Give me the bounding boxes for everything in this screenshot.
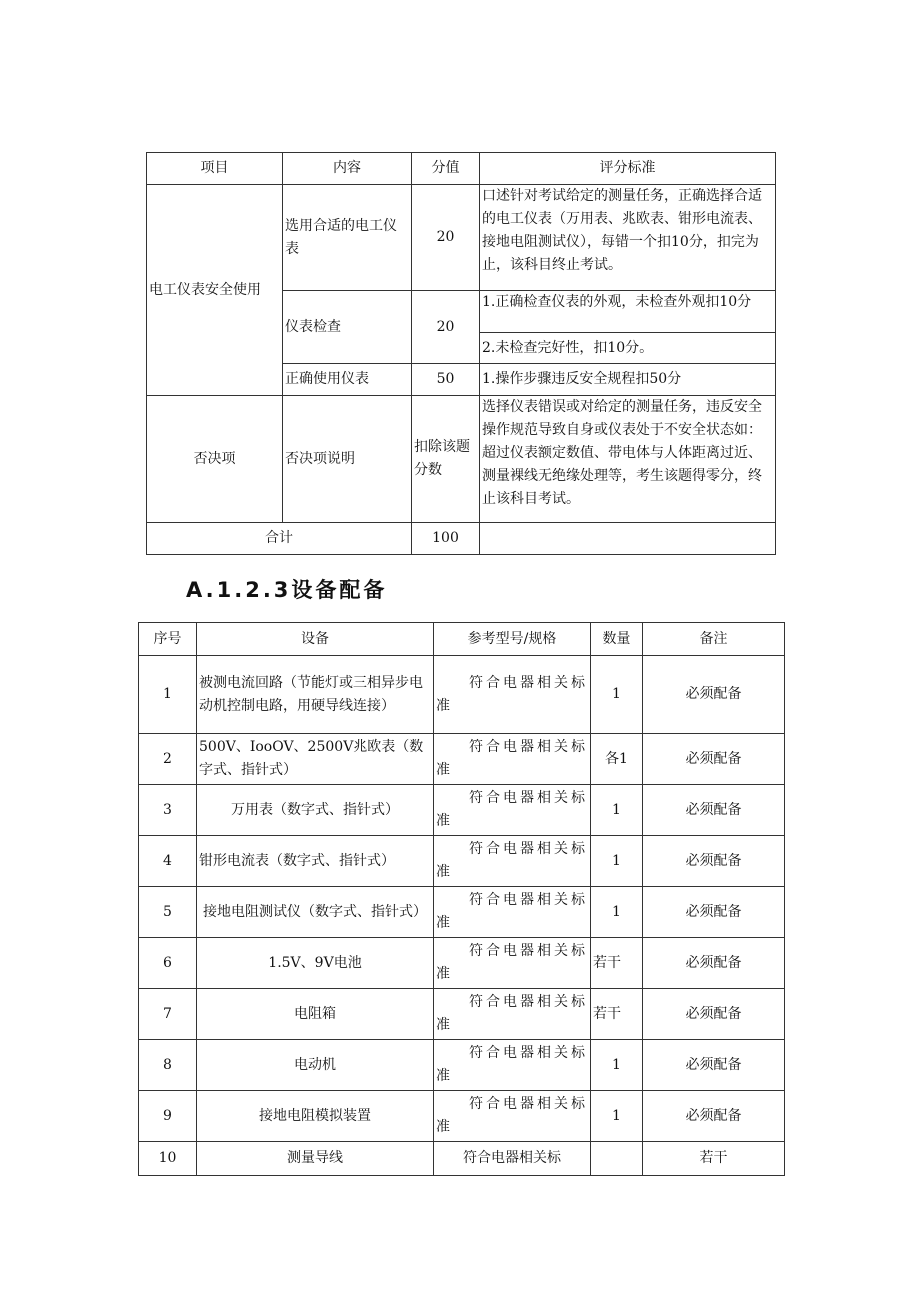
row-qty: 若干 <box>591 938 643 989</box>
row-note: 必须配备 <box>643 938 785 989</box>
row-device: 万用表（数字式、指针式） <box>197 785 434 836</box>
row-device: 测量导线 <box>197 1142 434 1176</box>
table-row <box>139 1142 785 1176</box>
row-spec-line1: 符合电器相关标 <box>469 739 588 755</box>
row-no: 9 <box>139 1091 197 1142</box>
row-criteria: 1.正确检查仪表的外观，未检查外观扣10分 <box>480 291 776 333</box>
row-spec-line2: 准 <box>436 697 450 714</box>
header-score: 分值 <box>412 153 480 185</box>
row-no: 4 <box>139 836 197 887</box>
table-row <box>139 785 785 836</box>
row-note: 必须配备 <box>643 887 785 938</box>
row-spec <box>434 938 591 989</box>
total-row <box>147 523 776 555</box>
table-row <box>139 836 785 887</box>
veto-group-name: 否决项 <box>147 396 283 523</box>
row-device: 电阻箱 <box>197 989 434 1040</box>
table-row <box>139 887 785 938</box>
total-criteria <box>480 523 776 555</box>
row-spec-line1: 符合电器相关标 <box>469 674 588 691</box>
row-qty: 若干 <box>591 989 643 1040</box>
row-qty: 1 <box>591 887 643 938</box>
row-spec-line2: 准 <box>436 1017 450 1033</box>
header-content: 内容 <box>283 153 412 185</box>
scoring-header-row <box>147 153 776 185</box>
row-qty: 各1 <box>591 734 643 785</box>
row-spec-line1: 符合电器相关标 <box>469 994 588 1010</box>
header-no: 序号 <box>139 623 197 656</box>
row-spec-line1: 符合电器相关标 <box>469 790 588 806</box>
row-content: 正确使用仪表 <box>283 364 412 396</box>
veto-criteria: 选择仪表错误或对给定的测量任务，违反安全操作规范导致自身或仪表处于不安全状态如：超过仪表额定数值、带电体与人体距离过近、测量裸线无绝缘处理等，考生该题得零分，终止该科目考试。 <box>480 396 776 523</box>
row-no: 3 <box>139 785 197 836</box>
row-spec <box>434 836 591 887</box>
equipment-header-row <box>139 623 785 656</box>
row-score: 20 <box>412 185 480 291</box>
row-device: 1.5V、9V电池 <box>197 938 434 989</box>
header-item: 项目 <box>147 153 283 185</box>
row-spec-line1: 符合电器相关标 <box>469 892 588 908</box>
row-spec-line1: 符合电器相关标 <box>469 1045 588 1061</box>
header-qty: 数量 <box>591 623 643 656</box>
row-spec <box>434 989 591 1040</box>
row-device: 钳形电流表（数字式、指针式） <box>197 836 434 887</box>
table-row <box>139 656 785 734</box>
row-spec-line1: 符合电器相关标 <box>469 943 588 959</box>
row-device: 500V、IooOV、2500V兆欧表（数字式、指针式） <box>197 734 434 785</box>
row-no: 8 <box>139 1040 197 1091</box>
row-no: 2 <box>139 734 197 785</box>
veto-score: 扣除该题分数 <box>412 396 480 523</box>
row-spec-line2: 准 <box>436 762 450 778</box>
row-spec <box>434 785 591 836</box>
row-device: 接地电阻模拟装置 <box>197 1091 434 1142</box>
row-note: 必须配备 <box>643 1091 785 1142</box>
header-device: 设备 <box>197 623 434 656</box>
row-criteria: 2.未检查完好性，扣10分。 <box>480 333 776 364</box>
row-device: 接地电阻测试仪（数字式、指针式） <box>197 887 434 938</box>
row-criteria: 1.操作步骤违反安全规程扣50分 <box>480 364 776 396</box>
row-spec-line1: 符合电器相关标 <box>469 841 588 857</box>
row-note: 必须配备 <box>643 785 785 836</box>
group-name: 电工仪表安全使用 <box>147 185 283 396</box>
row-note: 必须配备 <box>643 656 785 734</box>
row-spec-line2: 准 <box>436 1068 450 1084</box>
row-qty: 1 <box>591 836 643 887</box>
row-note: 必须配备 <box>643 989 785 1040</box>
row-no: 10 <box>139 1142 197 1176</box>
row-note: 必须配备 <box>643 836 785 887</box>
table-row <box>139 1040 785 1091</box>
row-spec-line1: 符合电器相关标 <box>469 1096 588 1112</box>
row-no: 6 <box>139 938 197 989</box>
table-row <box>139 734 785 785</box>
row-qty: 1 <box>591 1091 643 1142</box>
row-content: 选用合适的电工仪表 <box>283 185 412 291</box>
table-row <box>139 989 785 1040</box>
header-criteria: 评分标准 <box>480 153 776 185</box>
row-no: 1 <box>139 656 197 734</box>
row-spec-line2: 准 <box>436 813 450 829</box>
row-spec <box>434 734 591 785</box>
row-note: 若干 <box>643 1142 785 1176</box>
row-device: 电动机 <box>197 1040 434 1091</box>
row-spec <box>434 887 591 938</box>
row-spec <box>434 656 591 734</box>
total-score: 100 <box>412 523 480 555</box>
total-label: 合计 <box>147 523 412 555</box>
veto-content: 否决项说明 <box>283 396 412 523</box>
table-row <box>147 396 776 523</box>
table-row <box>139 1091 785 1142</box>
row-content: 仪表检查 <box>283 291 412 364</box>
equipment-table <box>138 622 785 1176</box>
row-criteria: 口述针对考试给定的测量任务，正确选择合适的电工仪表（万用表、兆欧表、钳形电流表、接地电阻测试仪），每错一个扣10分，扣完为止，该科目终止考试。 <box>480 185 776 291</box>
row-qty: 1 <box>591 1040 643 1091</box>
row-qty: 1 <box>591 656 643 734</box>
row-note: 必须配备 <box>643 1040 785 1091</box>
scoring-table <box>146 152 776 555</box>
row-spec <box>434 1040 591 1091</box>
row-score: 20 <box>412 291 480 364</box>
header-spec: 参考型号/规格 <box>434 623 591 656</box>
row-spec-line2: 准 <box>436 966 450 982</box>
row-no: 5 <box>139 887 197 938</box>
row-score: 50 <box>412 364 480 396</box>
row-spec <box>434 1091 591 1142</box>
row-spec-line2: 准 <box>436 864 450 880</box>
row-no: 7 <box>139 989 197 1040</box>
section-heading: A.1.2.3设备配备 <box>186 578 388 602</box>
row-spec-line2: 准 <box>436 1119 450 1135</box>
row-note: 必须配备 <box>643 734 785 785</box>
row-qty: 1 <box>591 785 643 836</box>
header-note: 备注 <box>643 623 785 656</box>
row-device: 被测电流回路（节能灯或三相异步电动机控制电路，用硬导线连接） <box>197 656 434 734</box>
row-spec: 符合电器相关标 <box>434 1142 591 1176</box>
row-qty <box>591 1142 643 1176</box>
row-spec-line2: 准 <box>436 915 450 931</box>
table-row <box>147 185 776 291</box>
table-row <box>139 938 785 989</box>
